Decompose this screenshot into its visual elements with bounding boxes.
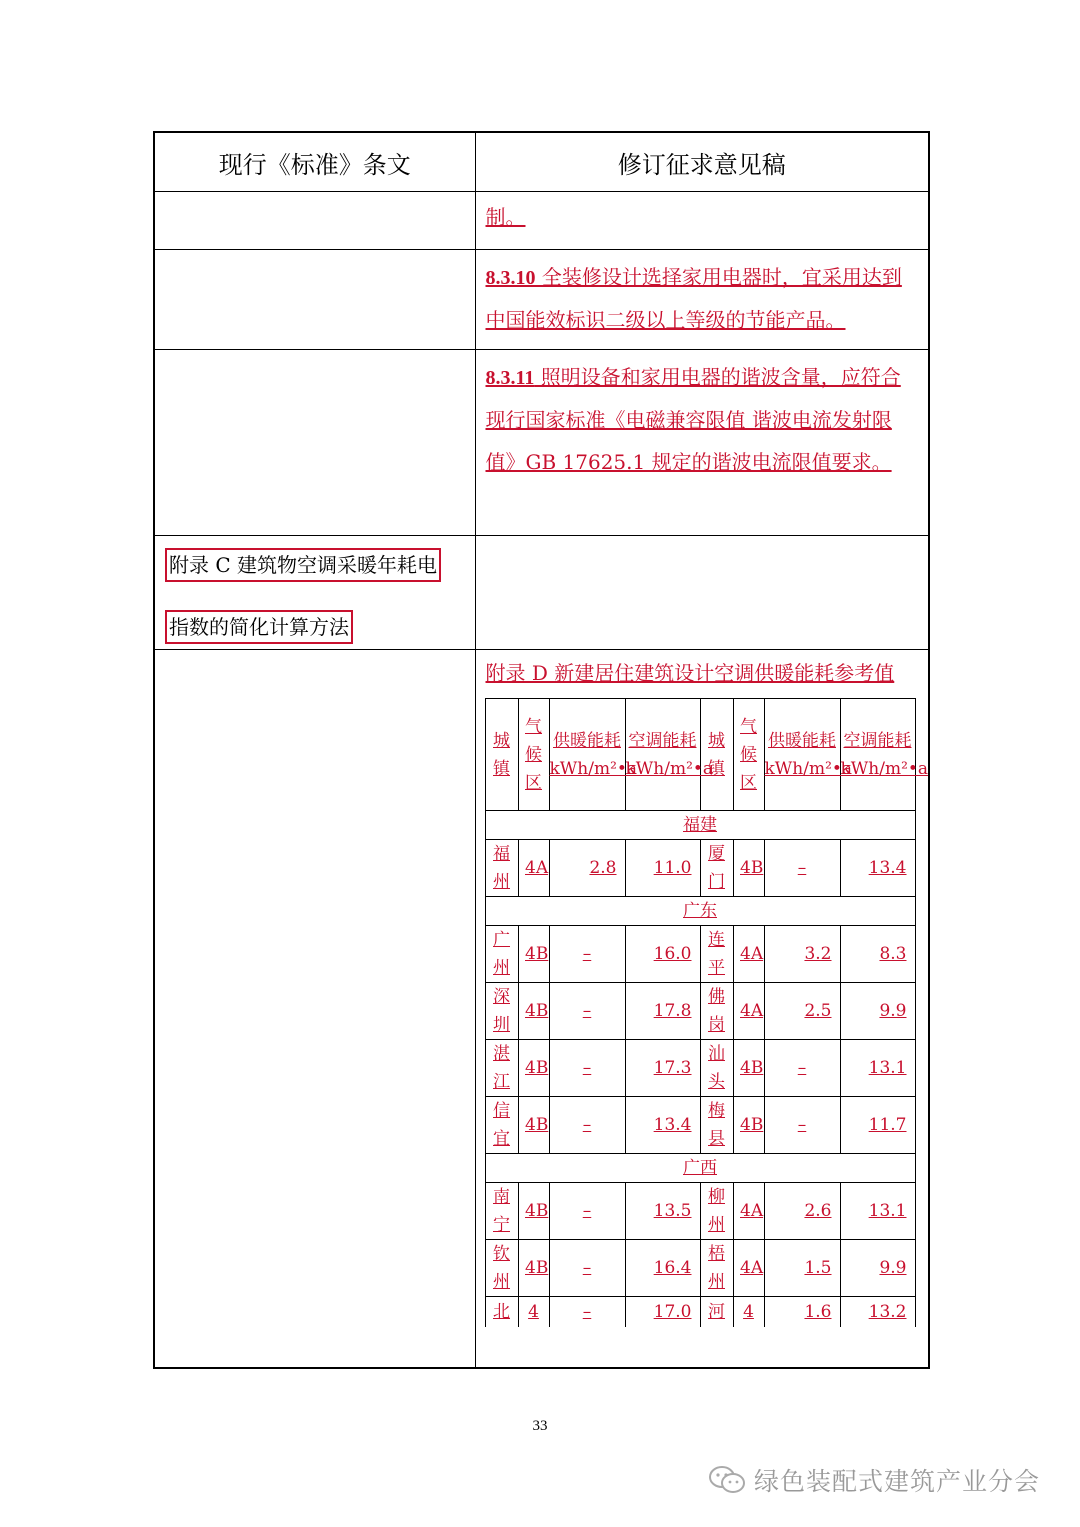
- energy-cell: –: [549, 1097, 625, 1154]
- clause-8-3-11-number: 8.3.11: [485, 367, 535, 389]
- page-number: 33: [532, 1418, 548, 1434]
- energy-cell: 2.8: [549, 840, 625, 897]
- row-3: [154, 350, 929, 536]
- energy-cell: 4B: [733, 1097, 764, 1154]
- table-row: [485, 1097, 915, 1154]
- energy-cell: 湛江: [485, 1040, 518, 1097]
- energy-cell: 4B: [518, 926, 549, 983]
- watermark: [708, 1462, 1040, 1498]
- energy-cell: 4A: [733, 1240, 764, 1297]
- energy-header-cell: 空调能耗kWh/m²•a: [840, 699, 915, 811]
- energy-cell: 柳州: [700, 1183, 733, 1240]
- energy-cell: 13.1: [840, 1183, 915, 1240]
- row-1-text: 制。: [485, 205, 526, 229]
- energy-cell: 南宁: [485, 1183, 518, 1240]
- energy-cell: 13.4: [840, 840, 915, 897]
- energy-cell: 佛岗: [700, 983, 733, 1040]
- province-row: [485, 1154, 915, 1183]
- energy-cell: 16.0: [625, 926, 700, 983]
- energy-cell: 13.4: [625, 1097, 700, 1154]
- table-row: [485, 926, 915, 983]
- energy-table-header: [485, 699, 915, 811]
- energy-cell: 钦州: [485, 1240, 518, 1297]
- energy-cell: 4B: [733, 840, 764, 897]
- energy-cell: –: [549, 1040, 625, 1097]
- energy-header-cell: 空调能耗kWh/m²•a: [625, 699, 700, 811]
- energy-cell: 连平: [700, 926, 733, 983]
- energy-cell: 梧州: [700, 1240, 733, 1297]
- energy-header-cell: 气候区: [733, 699, 764, 811]
- energy-cell: 4A: [733, 1183, 764, 1240]
- row-4: [154, 536, 929, 650]
- table-row: [485, 840, 915, 897]
- energy-cell: 4B: [518, 983, 549, 1040]
- clause-8-3-10-number: 8.3.10: [485, 267, 536, 289]
- energy-cell: 17.3: [625, 1040, 700, 1097]
- row-2-right: [475, 250, 929, 350]
- energy-cell: 9.9: [840, 983, 915, 1040]
- row-1-left: [154, 192, 475, 250]
- row-5-right: [475, 650, 929, 1369]
- energy-cell: 4A: [733, 983, 764, 1040]
- energy-table-body: [485, 811, 915, 1328]
- energy-cell: 汕头: [700, 1040, 733, 1097]
- row-3-left: [154, 350, 475, 536]
- province-name: 福建: [485, 811, 915, 840]
- energy-cell: 北: [485, 1297, 518, 1328]
- energy-cell: 4: [733, 1297, 764, 1328]
- appendix-c-line-1: 附录 C 建筑物空调采暖年耗电: [165, 548, 441, 582]
- energy-cell: 16.4: [625, 1240, 700, 1297]
- province-name: 广西: [485, 1154, 915, 1183]
- energy-cell: –: [549, 1240, 625, 1297]
- row-4-left: [154, 536, 475, 650]
- table-row: [485, 1040, 915, 1097]
- province-name: 广东: [485, 897, 915, 926]
- energy-cell: 8.3: [840, 926, 915, 983]
- energy-cell: 河: [700, 1297, 733, 1328]
- row-2: [154, 250, 929, 350]
- energy-reference-table: [485, 698, 929, 1327]
- energy-cell: 广州: [485, 926, 518, 983]
- energy-cell: 13.1: [840, 1040, 915, 1097]
- energy-cell: 2.6: [764, 1183, 840, 1240]
- table-row: [485, 1183, 915, 1240]
- wechat-icon: [708, 1465, 746, 1495]
- energy-cell: –: [764, 1097, 840, 1154]
- watermark-text: 绿色装配式建筑产业分会: [754, 1467, 1041, 1496]
- energy-cell: 梅县: [700, 1097, 733, 1154]
- energy-cell: 福州: [485, 840, 518, 897]
- energy-cell: –: [549, 1183, 625, 1240]
- energy-cell: 2.5: [764, 983, 840, 1040]
- revision-comparison-table: [153, 131, 930, 1369]
- energy-cell: 深圳: [485, 983, 518, 1040]
- energy-cell: –: [549, 926, 625, 983]
- row-1: [154, 192, 929, 250]
- energy-header-cell: 供暖能耗kWh/m²•a: [549, 699, 625, 811]
- row-3-right: [475, 350, 929, 536]
- energy-cell: 4B: [518, 1240, 549, 1297]
- table-row: [485, 983, 915, 1040]
- table-row: [485, 1240, 915, 1297]
- energy-cell: 13.5: [625, 1183, 700, 1240]
- energy-cell: 9.9: [840, 1240, 915, 1297]
- row-4-right: [475, 536, 929, 650]
- energy-header-cell: 城镇: [700, 699, 733, 811]
- header-current-standard: 现行《标准》条文: [154, 132, 475, 192]
- energy-cell: 4B: [733, 1040, 764, 1097]
- energy-cell: 厦门: [700, 840, 733, 897]
- energy-cell: 13.2: [840, 1297, 915, 1328]
- energy-cell: 4A: [518, 840, 549, 897]
- energy-cell: 4A: [733, 926, 764, 983]
- energy-header-cell: 气候区: [518, 699, 549, 811]
- energy-cell: 4B: [518, 1097, 549, 1154]
- row-2-left: [154, 250, 475, 350]
- clause-8-3-11-text: 照明设备和家用电器的谐波含量，应符合现行国家标准《电磁兼容限值 谐波电流发射限值》GB 17625.1 规定的谐波电流限值要求。: [485, 365, 901, 474]
- province-row: [485, 897, 915, 926]
- energy-cell: –: [549, 983, 625, 1040]
- energy-header-cell: 供暖能耗kWh/m²•a: [764, 699, 840, 811]
- header-revision-draft: 修订征求意见稿: [475, 132, 929, 192]
- energy-cell: 4: [518, 1297, 549, 1328]
- energy-cell: 1.6: [764, 1297, 840, 1328]
- row-1-right: [475, 192, 929, 250]
- energy-cell: 17.8: [625, 983, 700, 1040]
- energy-cell: –: [764, 840, 840, 897]
- appendix-d-title: 附录 D 新建居住建筑设计空调供暖能耗参考值: [485, 661, 895, 685]
- row-5-left: [154, 650, 475, 1369]
- energy-cell: 11.7: [840, 1097, 915, 1154]
- energy-cell: 4B: [518, 1040, 549, 1097]
- table-row-partial: [485, 1297, 915, 1328]
- header-row: [154, 132, 929, 192]
- energy-cell: 11.0: [625, 840, 700, 897]
- province-row: [485, 811, 915, 840]
- energy-cell: –: [549, 1297, 625, 1328]
- energy-header-cell: 城镇: [485, 699, 518, 811]
- energy-cell: 3.2: [764, 926, 840, 983]
- appendix-c-line-2: 指数的简化计算方法: [165, 610, 353, 644]
- energy-cell: 4B: [518, 1183, 549, 1240]
- energy-cell: 1.5: [764, 1240, 840, 1297]
- clause-8-3-10-text: 全装修设计选择家用电器时，宜采用达到中国能效标识二级以上等级的节能产品。: [485, 265, 902, 332]
- energy-cell: –: [764, 1040, 840, 1097]
- row-5: [154, 650, 929, 1369]
- energy-cell: 信宜: [485, 1097, 518, 1154]
- energy-cell: 17.0: [625, 1297, 700, 1328]
